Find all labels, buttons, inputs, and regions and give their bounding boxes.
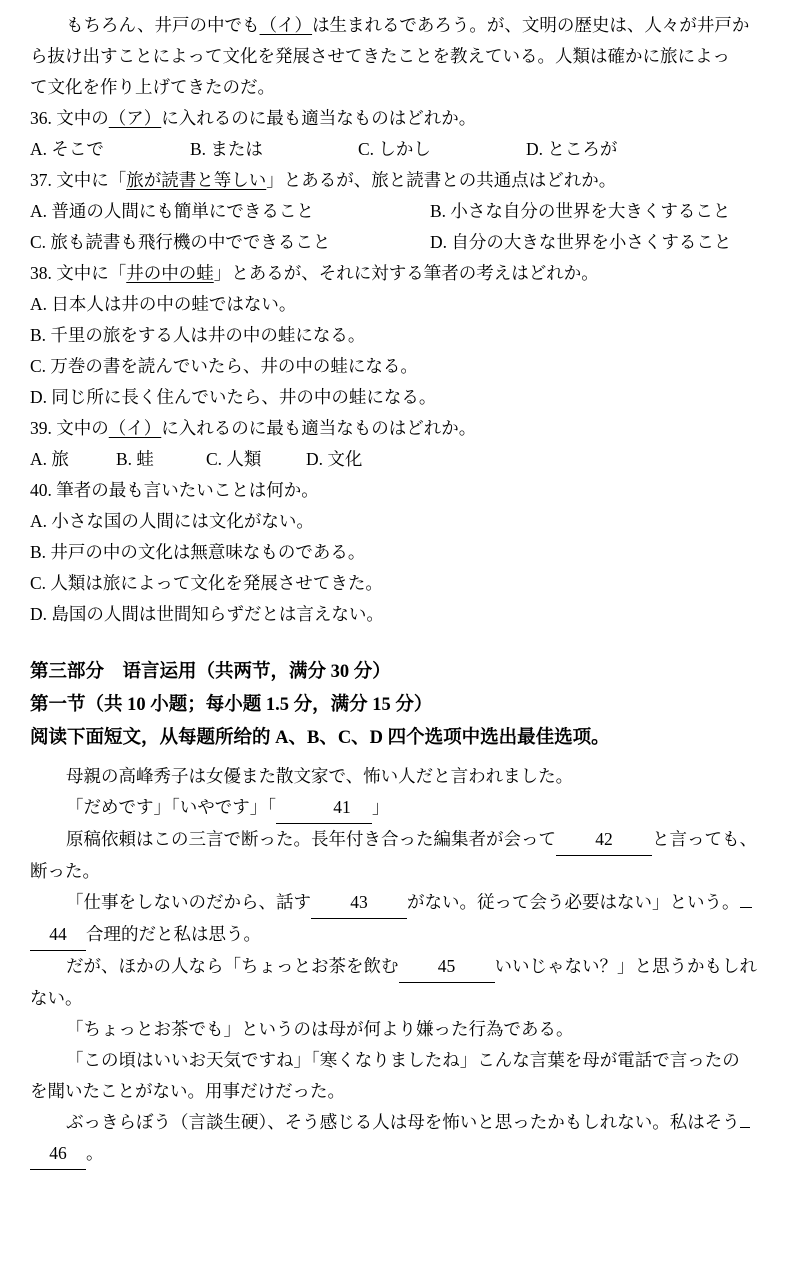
section-instruction: 阅读下面短文，从每题所给的 A、B、C、D 四个选项中选出最佳选项。 — [30, 728, 610, 748]
option-d[interactable]: D. 島国の人間は世間知らずだとは言えない。 — [30, 604, 384, 624]
cloze-blank-43[interactable]: 43 — [311, 887, 407, 919]
cloze-p4-line2-post: 合理的だと私は思う。 — [86, 924, 261, 944]
option-d[interactable]: D. 同じ所に長く住んでいたら、井の中の蛙になる。 — [30, 387, 437, 407]
cloze-blank-46-lead — [740, 1127, 750, 1128]
option-c[interactable]: C. 万巻の書を読んでいたら、井の中の蛙になる。 — [30, 356, 418, 376]
question-37-options-row2 — [30, 227, 780, 258]
question-38-stem — [30, 258, 780, 289]
question-36-options — [30, 134, 780, 165]
cloze-blank-45[interactable]: 45 — [399, 951, 495, 983]
cloze-paragraph-2 — [30, 792, 780, 824]
question-39-blank: （イ） — [108, 418, 162, 438]
cloze-paragraph-4 — [30, 887, 780, 951]
question-36-stem-pre: 文中の — [56, 108, 109, 128]
cloze-paragraph-8 — [30, 1107, 780, 1170]
option-b[interactable]: B. 井戸の中の文化は無意味なものである。 — [30, 542, 366, 562]
cloze-paragraph-1: 母親の高峰秀子は女優また散文家で、怖い人だと言われました。 — [66, 766, 574, 786]
cloze-p7-line2: を聞いたことがない。用事だけだった。 — [30, 1081, 345, 1101]
cloze-p3-post: と言っても、 — [652, 829, 757, 849]
cloze-p5-pre: だが、ほかの人なら「ちょっとお茶を飲む — [66, 956, 399, 976]
question-40-number: 40. — [30, 480, 52, 500]
option-a[interactable]: A. 日本人は井の中の蛙ではない。 — [30, 294, 297, 314]
question-38-stem-pre: 文中に「 — [56, 263, 127, 283]
cloze-p8-post: 。 — [86, 1143, 104, 1163]
cloze-paragraph-6: 「ちょっとお茶でも」というのは母が何より嫌った行為である。 — [66, 1019, 574, 1039]
question-36-stem — [30, 103, 780, 134]
question-39-stem — [30, 413, 780, 444]
cloze-p2-pre: 「だめです」「いやです」「 — [66, 797, 276, 817]
cloze-p8-line1: ぶっきらぼう（言談生硬）、そう感じる人は母を怖いと思ったかもしれない。私はそう — [66, 1112, 740, 1132]
option-c[interactable]: C. 人類 — [206, 449, 262, 469]
cloze-p5-post: いいじゃない？」と思うかもしれ — [494, 956, 757, 976]
question-40-stem-pre: 筆者の最も言いたいことは何か。 — [56, 480, 319, 500]
cloze-p3-line2: 断った。 — [30, 861, 100, 881]
option-a[interactable]: A. そこで — [30, 139, 104, 159]
option-a[interactable]: A. 旅 — [30, 449, 69, 469]
cloze-blank-44[interactable]: 44 — [30, 919, 86, 951]
question-37-options-row1 — [30, 196, 780, 227]
cloze-p5-line2: ない。 — [30, 988, 83, 1008]
option-a[interactable]: A. 普通の人間にも簡単にできること — [30, 201, 314, 221]
cloze-blank-41[interactable]: 41 — [276, 792, 372, 824]
option-c[interactable]: C. 人類は旅によって文化を発展させてきた。 — [30, 573, 383, 593]
question-37-number: 37. — [30, 170, 52, 190]
question-37-quoted-text: 旅が読書と等しい — [126, 170, 267, 190]
question-38-number: 38. — [30, 263, 52, 283]
cloze-p7-line1: 「この頃はいいお天気ですね」「寒くなりましたね」こんな言葉を母が電話で言ったの — [66, 1050, 740, 1070]
cloze-paragraph-3 — [30, 824, 780, 887]
passage-line1-pre: もちろん、井戸の中でも — [66, 15, 260, 35]
cloze-blank-42[interactable]: 42 — [556, 824, 652, 856]
question-36-blank: （ア） — [108, 108, 162, 128]
passage-paragraph — [30, 10, 780, 103]
option-c[interactable]: C. しかし — [358, 139, 431, 159]
passage-line1-post: は生まれるであろう。が、文明の歴史は、人々が井戸か — [312, 15, 750, 35]
question-39-number: 39. — [30, 418, 52, 438]
option-c[interactable]: C. 旅も読書も飛行機の中でできること — [30, 232, 331, 252]
cloze-p2-post: 」 — [372, 797, 390, 817]
part-three-title: 第三部分 语言运用（共两节，满分 30 分） — [30, 662, 391, 682]
option-d[interactable]: D. 文化 — [306, 449, 363, 469]
cloze-p3-pre: 原稿依頼はこの三言で断った。長年付き合った編集者が会って — [66, 829, 556, 849]
cloze-paragraph-7 — [30, 1045, 780, 1107]
passage-line2: ら抜け出すことによって文化を発展させてきたことを教えている。人類は確かに旅によっ — [30, 46, 730, 66]
option-a[interactable]: A. 小さな国の人間には文化がない。 — [30, 511, 314, 531]
option-b[interactable]: B. 小さな自分の世界を大きくすること — [430, 201, 731, 221]
cloze-blank-44-lead — [740, 907, 752, 908]
question-36-stem-post: に入れるのに最も適当なものはどれか。 — [161, 108, 477, 128]
cloze-p4-pre: 「仕事をしないのだから、話す — [66, 892, 311, 912]
question-39-options — [30, 444, 780, 475]
question-38-stem-post: 」とあるが、それに対する筆者の考えはどれか。 — [213, 263, 599, 283]
option-b[interactable]: B. 蛙 — [116, 449, 154, 469]
cloze-p4-post: がない。従って会う必要はない」という。 — [407, 892, 740, 912]
question-40-stem — [30, 475, 780, 506]
question-38-quoted-text: 井の中の蛙 — [126, 263, 214, 283]
section-one-title: 第一节（共 10 小题；每小题 1.5 分，满分 15 分） — [30, 695, 433, 715]
option-d[interactable]: D. ところが — [526, 139, 618, 159]
question-37-stem-pre: 文中に「 — [56, 170, 127, 190]
option-d[interactable]: D. 自分の大きな世界を小さくすること — [430, 232, 732, 252]
cloze-paragraph-5 — [30, 951, 780, 1014]
question-37-stem-post: 」とあるが、旅と読書との共通点はどれか。 — [266, 170, 617, 190]
passage-line1-blank: （イ） — [259, 15, 313, 35]
question-37-stem — [30, 165, 780, 196]
question-39-stem-pre: 文中の — [56, 418, 109, 438]
question-39-stem-post: に入れるのに最も適当なものはどれか。 — [161, 418, 477, 438]
cloze-blank-46[interactable]: 46 — [30, 1138, 86, 1170]
question-36-number: 36. — [30, 108, 52, 128]
option-b[interactable]: B. または — [190, 139, 263, 159]
passage-line3: て文化を作り上げてきたのだ。 — [30, 77, 275, 97]
option-b[interactable]: B. 千里の旅をする人は井の中の蛙になる。 — [30, 325, 366, 345]
